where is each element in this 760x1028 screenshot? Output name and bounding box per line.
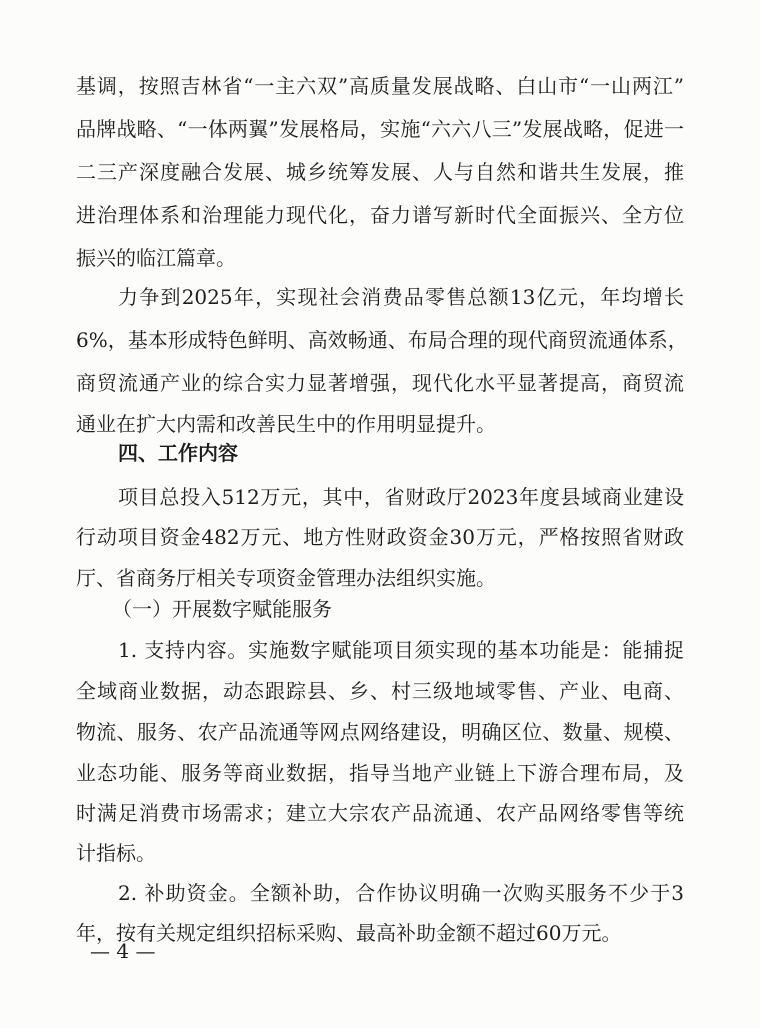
- body-text-line: 品牌战略、“一体两翼”发展格局，实施“六六八三”发展战略，促进一: [76, 117, 684, 141]
- body-text-line: 力争到2025年，实现社会消费品零售总额13亿元，年均增长: [118, 285, 684, 309]
- body-text-line: 年，按有关规定组织招标采购、最高补助金额不超过60万元。: [76, 921, 622, 945]
- subsection-heading: （一）开展数字赋能服务: [112, 597, 332, 621]
- body-text-line: 时满足消费市场需求；建立大宗农产品流通、农产品网络零售等统: [76, 801, 684, 825]
- body-text-line: 项目总投入512万元，其中，省财政厅2023年度县域商业建设: [118, 485, 684, 509]
- body-text-line: 6%，基本形成特色鲜明、高效畅通、布局合理的现代商贸流通体系，: [76, 328, 688, 352]
- section-heading: 四、工作内容: [118, 441, 238, 465]
- body-text-line: 计指标。: [76, 841, 156, 865]
- body-text-line: 物流、服务、农产品流通等网点网络建设，明确区位、数量、规模、: [76, 720, 684, 744]
- body-text-line: 1. 支持内容。实施数字赋能项目须实现的基本功能是：能捕捉: [118, 638, 684, 662]
- body-text-line: 振兴的临江篇章。: [76, 246, 236, 270]
- page-number: — 4 —: [90, 939, 156, 963]
- body-text-line: 商贸流通产业的综合实力显著增强，现代化水平显著提高，商贸流: [76, 371, 684, 395]
- body-text-line: 全域商业数据，动态跟踪县、乡、村三级地域零售、产业、电商、: [76, 679, 684, 703]
- body-text-line: 厅、省商务厅相关专项资金管理办法组织实施。: [76, 566, 496, 590]
- body-text-line: 进治理体系和治理能力现代化，奋力谱写新时代全面振兴、全方位: [76, 203, 684, 227]
- body-text-line: 2. 补助资金。全额补助，合作协议明确一次购买服务不少于3: [118, 881, 684, 905]
- body-text-line: 基调，按照吉林省“一主六双”高质量发展战略、白山市“一山两江”: [76, 74, 684, 98]
- body-text-line: 行动项目资金482万元、地方性财政资金30万元，严格按照省财政: [76, 525, 684, 549]
- body-text-line: 二三产深度融合发展、城乡统筹发展、人与自然和谐共生发展，推: [76, 160, 684, 184]
- body-text-line: 业态功能、服务等商业数据，指导当地产业链上下游合理布局，及: [76, 761, 684, 785]
- body-text-line: 通业在扩大内需和改善民生中的作用明显提升。: [76, 412, 496, 436]
